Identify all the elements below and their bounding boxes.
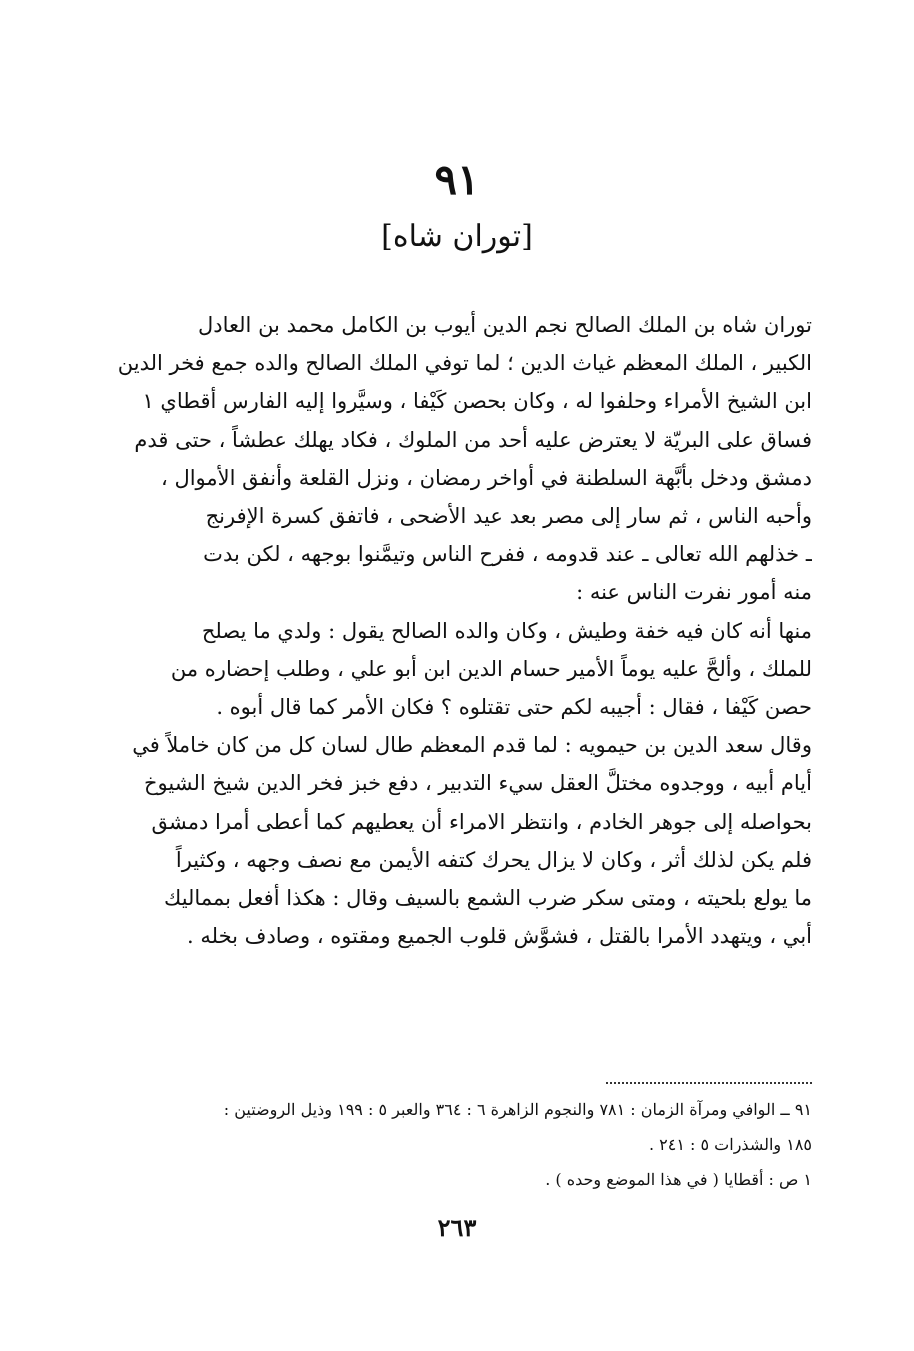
text-line: أيام أبيه ، ووجدوه مختلَّ العقل سيء التدبير ، دفع خبز فخر الدين شيخ الشيوخ xyxy=(143,771,812,796)
text-line: ما يولع بلحيته ، ومتى سكر ضرب الشمع بالسيف وقال : هكذا أفعل بمماليك xyxy=(164,886,812,911)
text-line: للملك ، وألحَّ عليه يوماً الأمير حسام الدين ابن أبو علي ، وطلب إحضاره من xyxy=(170,656,812,681)
entry-number: ٩١ xyxy=(434,155,480,204)
biography-text xyxy=(104,306,812,955)
text-line: وأحبه الناس ، ثم سار إلى مصر بعد عيد الأضحى ، فاتفق كسرة الإفرنج xyxy=(205,504,812,529)
text-line: حصن كَيْفا ، فقال : أجيبه لكم حتى تقتلوه ؟ فكان الأمر كما قال أبوه . xyxy=(216,695,812,720)
page-number: ٢٦٣ xyxy=(437,1213,477,1242)
footnote-variant-reading: ١ ص : أقطايا ( في هذا الموضع وحده ) . xyxy=(545,1170,812,1189)
text-line: فلم يكن لذلك أثر ، وكان لا يزال يحرك كتفه الأيمن مع نصف وجهه ، وكثيراً xyxy=(175,847,812,872)
text-line: ـ خذلهم الله تعالى ـ عند قدومه ، ففرح الناس وتيمَّنوا بوجهه ، لكن بدت xyxy=(203,542,812,567)
text-line: بحواصله إلى جوهر الخادم ، وانتظر الامراء أن يعطيهم كما أعطى أمرا دمشق xyxy=(151,809,812,834)
footnote-sources-continued: ١٨٥ والشذرات ٥ : ٢٤١ . xyxy=(648,1135,812,1154)
text-line: أبي ، ويتهدد الأمرا بالقتل ، فشوَّش قلوب الجميع ومقتوه ، وصادف بخله . xyxy=(187,924,812,949)
text-line: منها أنه كان فيه خفة وطيش ، وكان والده الصالح يقول : ولدي ما يصلح xyxy=(201,618,812,643)
text-line: دمشق ودخل بأبَّهة السلطنة في أواخر رمضان ، ونزل القلعة وأنفق الأموال ، xyxy=(161,465,812,490)
text-line: منه أمور نفرت الناس عنه : xyxy=(576,580,812,605)
entry-title: [توران شاه] xyxy=(381,219,533,254)
text-line: فساق على البريّة لا يعترض عليه أحد من الملوك ، فكاد يهلك عطشاً ، حتى قدم xyxy=(134,427,812,452)
text-line: ابن الشيخ الأمراء وحلفوا له ، وكان بحصن كَيْفا ، وسيَّروا إليه الفارس أقطاي ١ xyxy=(142,389,812,414)
footnotes xyxy=(100,1092,812,1197)
footnote-sources: ٩١ ــ الوافي ومرآة الزمان : ٧٨١ والنجوم الزاهرة ٦ : ٣٦٤ والعبر ٥ : ١٩٩ وذيل الروضتين : xyxy=(223,1100,812,1119)
text-line: الكبير ، الملك المعظم غياث الدين ؛ لما توفي الملك الصالح والده جمع فخر الدين xyxy=(117,351,812,376)
text-line: توران شاه بن الملك الصالح نجم الدين أيوب بن الكامل محمد بن العادل xyxy=(198,313,812,337)
text-line: وقال سعد الدين بن حيمويه : لما قدم المعظم طال لسان كل من كان خاملاً في xyxy=(132,733,812,758)
footnote-divider xyxy=(606,1082,812,1084)
